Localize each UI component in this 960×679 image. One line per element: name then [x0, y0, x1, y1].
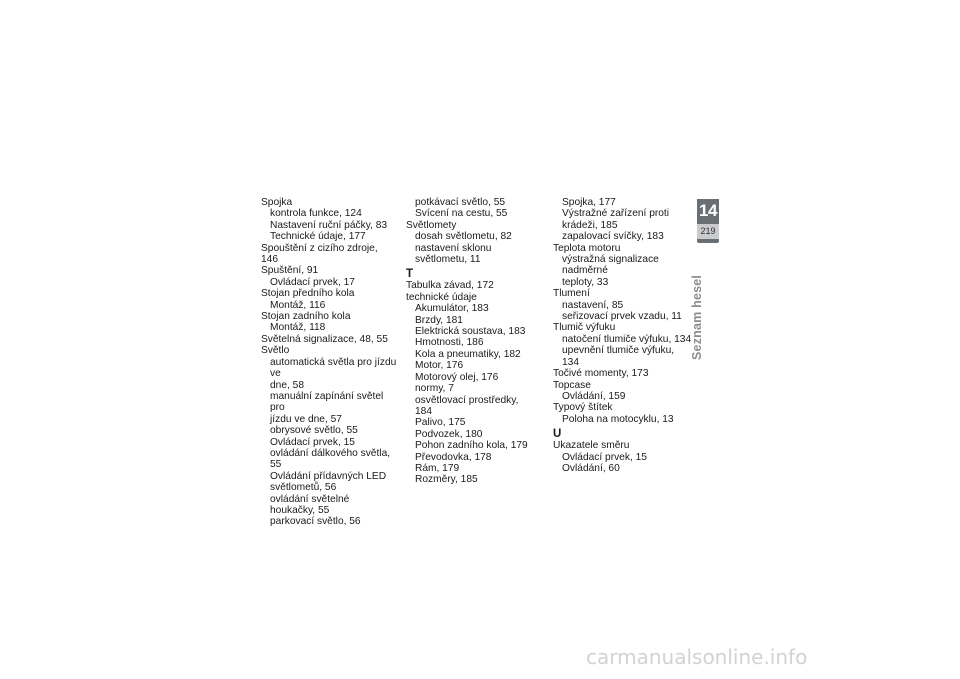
index-column-2	[406, 197, 536, 486]
index-entry: Tlumič výfuku	[553, 322, 616, 334]
index-subentry: Ovládání přídavných LED	[270, 470, 387, 482]
index-subentry: teploty, 33	[562, 276, 609, 288]
index-subentry: světlometů, 56	[270, 482, 337, 494]
chapter-number: 14	[699, 201, 717, 220]
index-subentry: zapalovací svíčky, 183	[562, 231, 664, 243]
index-subentry: Spojka, 177	[562, 197, 616, 208]
index-subentry: jízdu ve dne, 57	[270, 413, 342, 425]
index-subentry: Montáž, 118	[270, 322, 326, 334]
index-subentry: Ovládací prvek, 15	[562, 451, 647, 463]
index-subentry: ovládání dálkového světla, 55	[270, 447, 391, 471]
index-subentry: Výstražné zařízení proti	[562, 208, 670, 220]
index-subentry: Rozměry, 185	[415, 474, 478, 486]
chapter-tab	[697, 199, 719, 243]
index-subentry: krádeži, 185	[562, 219, 618, 231]
index-subentry: dne, 58	[270, 379, 304, 391]
index-subentry: Hmotnosti, 186	[415, 337, 484, 349]
index-subentry: Ovládání, 159	[562, 390, 626, 402]
index-subentry: normy, 7	[415, 383, 454, 395]
index-entry: Ukazatele směru	[553, 440, 630, 452]
index-subentry: Ovládací prvek, 15	[270, 436, 355, 448]
index-subentry: kontrola funkce, 124	[270, 208, 362, 220]
index-subentry: osvětlovací prostředky, 184	[415, 394, 519, 417]
index-subentry: Poloha na motocyklu, 13	[562, 413, 674, 425]
index-entry: Spojka	[261, 197, 293, 208]
index-subentry: Převodovka, 178	[415, 451, 492, 463]
index-subentry: parkovací světlo, 56	[270, 516, 361, 528]
index-subentry: potkávací světlo, 55	[415, 197, 506, 208]
index-entry: Spuštění, 91	[261, 265, 319, 277]
index-entry: Stojan zadního kola	[261, 311, 351, 323]
index-entry: Světelná signalizace, 48, 55	[261, 333, 388, 345]
index-column-3	[553, 197, 693, 474]
index-subentry: Kola a pneumatiky, 182	[415, 348, 521, 360]
index-entry: Teplota motoru	[553, 242, 621, 254]
index-letter-heading: T	[406, 268, 414, 281]
index-column-1	[261, 197, 397, 528]
index-subentry: Technické údaje, 177	[270, 231, 366, 243]
index-subentry: obrysové světlo, 55	[270, 425, 358, 437]
index-entry: Světlo	[261, 345, 290, 357]
index-subentry: Palivo, 175	[415, 417, 466, 429]
index-subentry: výstražná signalizace nadměrné	[562, 254, 659, 277]
index-subentry: automatická světla pro jízdu ve	[270, 356, 397, 380]
index-letter-heading: U	[553, 428, 562, 441]
index-subentry: Motor, 176	[415, 360, 464, 372]
index-entry: Typový štítek	[553, 402, 613, 414]
index-subentry: ovládání světelné houkačky, 55	[270, 493, 350, 516]
index-subentry: Pohon zadního kola, 179	[415, 440, 528, 452]
index-entry: technické údaje	[406, 291, 477, 303]
index-entry: Točivé momenty, 173	[553, 368, 649, 380]
index-subentry: dosah světlometu, 82	[415, 231, 512, 243]
section-title-vertical: Seznam hesel	[690, 274, 704, 360]
index-entry: Tabulka závad, 172	[406, 280, 494, 292]
index-subentry: Motorový olej, 176	[415, 371, 499, 383]
index-subentry: světlometu, 11	[415, 254, 481, 266]
index-subentry: nastavení sklonu	[415, 242, 492, 254]
index-subentry: upevnění tlumiče výfuku, 134	[562, 345, 675, 368]
index-subentry: Elektrická soustava, 183	[415, 326, 526, 338]
index-subentry: Akumulátor, 183	[415, 303, 489, 315]
index-subentry: Nastavení ruční páčky, 83	[270, 219, 388, 231]
index-subentry: Montáž, 116	[270, 299, 326, 311]
index-subentry: Svícení na cestu, 55	[415, 208, 508, 220]
index-subentry: Ovládací prvek, 17	[270, 276, 355, 288]
watermark-text: carmanualsonline.info	[586, 645, 808, 669]
page-number: 219	[697, 224, 719, 239]
index-subentry: nastavení, 85	[562, 299, 624, 311]
index-entry: Stojan předního kola	[261, 288, 355, 300]
index-entry: Světlomety	[406, 219, 457, 231]
index-subentry: Rám, 179	[415, 462, 460, 474]
index-subentry: Ovládání, 60	[562, 462, 620, 474]
index-entry: Spouštění z cizího zdroje, 146	[261, 242, 378, 266]
index-entry: Topcase	[553, 379, 591, 391]
index-subentry: natočení tlumiče výfuku, 134	[562, 333, 692, 345]
index-subentry: Brzdy, 181	[415, 314, 463, 326]
index-subentry: seřizovací prvek vzadu, 11	[562, 311, 682, 323]
index-subentry: Podvozek, 180	[415, 428, 483, 440]
index-entry: Tlumení	[553, 288, 590, 300]
index-subentry: manuální zapínání světel pro	[270, 390, 384, 414]
